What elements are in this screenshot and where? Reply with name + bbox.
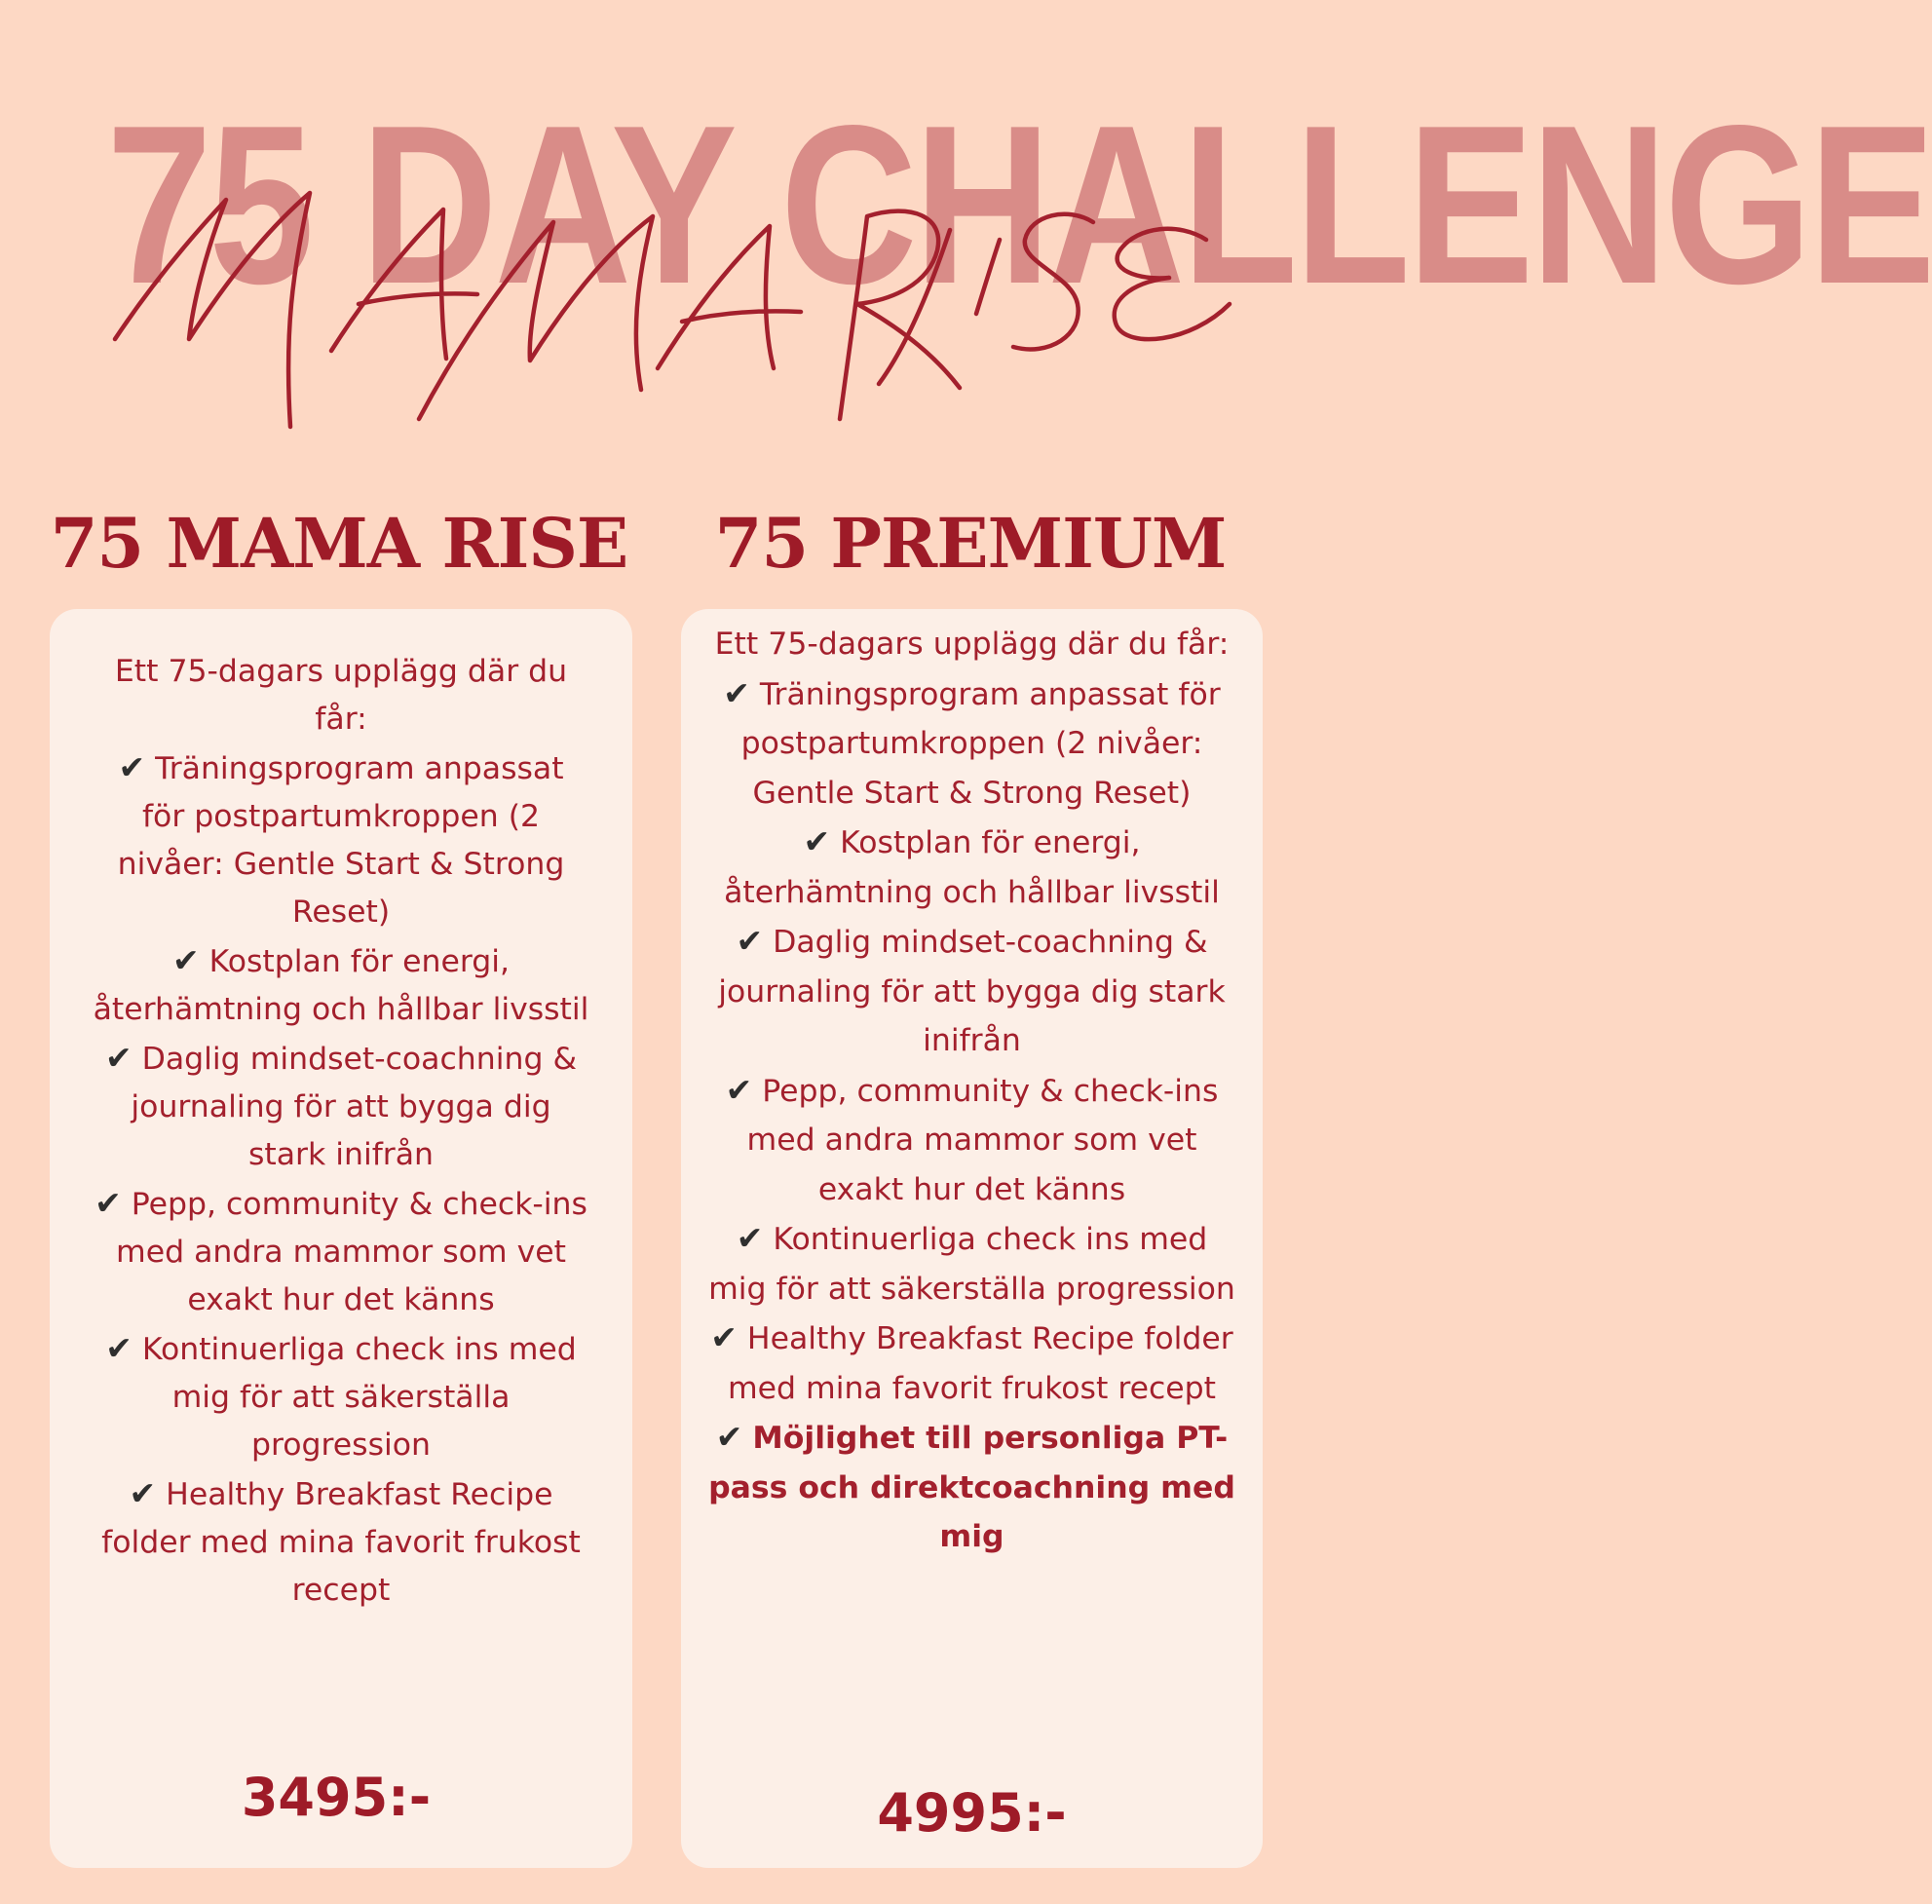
plan-description <box>93 648 589 1615</box>
plan-intro: Ett 75-dagars upplägg där du får: <box>114 654 568 737</box>
checkmark-icon: ✔ <box>725 1070 753 1109</box>
checkmark-icon: ✔ <box>105 1329 133 1367</box>
plan-price: 3495:- <box>241 1767 432 1828</box>
feature-item: ✔ Träningsprogram anpassat för postpartumkroppen (2 nivåer: Gentle Start & Strong Reset) <box>93 743 589 936</box>
challenge-title: 75 DAY CHALLENGE <box>106 79 1932 331</box>
feature-item: ✔ Kostplan för energi, återhämtning och hållbar livsstil <box>93 936 589 1034</box>
feature-item: ✔ Pepp, community & check-ins med andra mammor som vet exakt hur det känns <box>93 1179 589 1324</box>
plan-intro: Ett 75-dagars upplägg där du får: <box>714 627 1230 662</box>
checkmark-icon: ✔ <box>803 822 831 860</box>
feature-item: ✔ Kontinuerliga check ins med mig för att säkerställa progression <box>93 1324 589 1469</box>
checkmark-icon: ✔ <box>104 1039 133 1077</box>
checkmark-icon: ✔ <box>118 748 146 786</box>
plan-heading-premium: 75 PREMIUM <box>714 503 1227 584</box>
checkmark-icon: ✔ <box>129 1474 157 1512</box>
checkmark-icon: ✔ <box>710 1318 738 1356</box>
feature-item: ✔ Daglig mindset-coachning & journaling för att bygga dig stark inifrån <box>93 1034 589 1179</box>
feature-item: ✔ Pepp, community & check-ins med andra mammor som vet exakt hur det känns <box>708 1066 1235 1215</box>
plan-description <box>708 620 1235 1562</box>
hero-banner <box>0 0 1932 458</box>
plan-heading-mama-rise: 75 MAMA RISE <box>50 503 628 584</box>
feature-item: ✔ Healthy Breakfast Recipe folder med mina favorit frukost recept <box>93 1469 589 1615</box>
plan-price: 4995:- <box>877 1782 1067 1844</box>
feature-item: ✔ Träningsprogram anpassat för postpartumkroppen (2 nivåer: Gentle Start & Strong Reset) <box>708 669 1235 819</box>
checkmark-icon: ✔ <box>171 941 200 979</box>
checkmark-icon: ✔ <box>723 673 750 712</box>
plan-card-premium <box>681 609 1263 1868</box>
plan-card-mama-rise <box>50 609 632 1868</box>
feature-item: ✔ Healthy Breakfast Recipe folder med mina favorit frukost recept <box>708 1314 1235 1413</box>
checkmark-icon: ✔ <box>715 1418 743 1456</box>
checkmark-icon: ✔ <box>736 922 764 960</box>
checkmark-icon: ✔ <box>95 1184 122 1222</box>
feature-item-highlight: ✔ Möjlighet till personliga PT-pass och direktcoachning med mig <box>708 1413 1235 1562</box>
feature-item: ✔ Kontinuerliga check ins med mig för att säkerställa progression <box>708 1214 1235 1314</box>
feature-item: ✔ Daglig mindset-coachning & journaling för att bygga dig stark inifrån <box>708 917 1235 1066</box>
mama-rise-script-logo <box>0 0 1932 458</box>
checkmark-icon: ✔ <box>736 1219 764 1257</box>
feature-item: ✔ Kostplan för energi, återhämtning och hållbar livsstil <box>708 818 1235 917</box>
